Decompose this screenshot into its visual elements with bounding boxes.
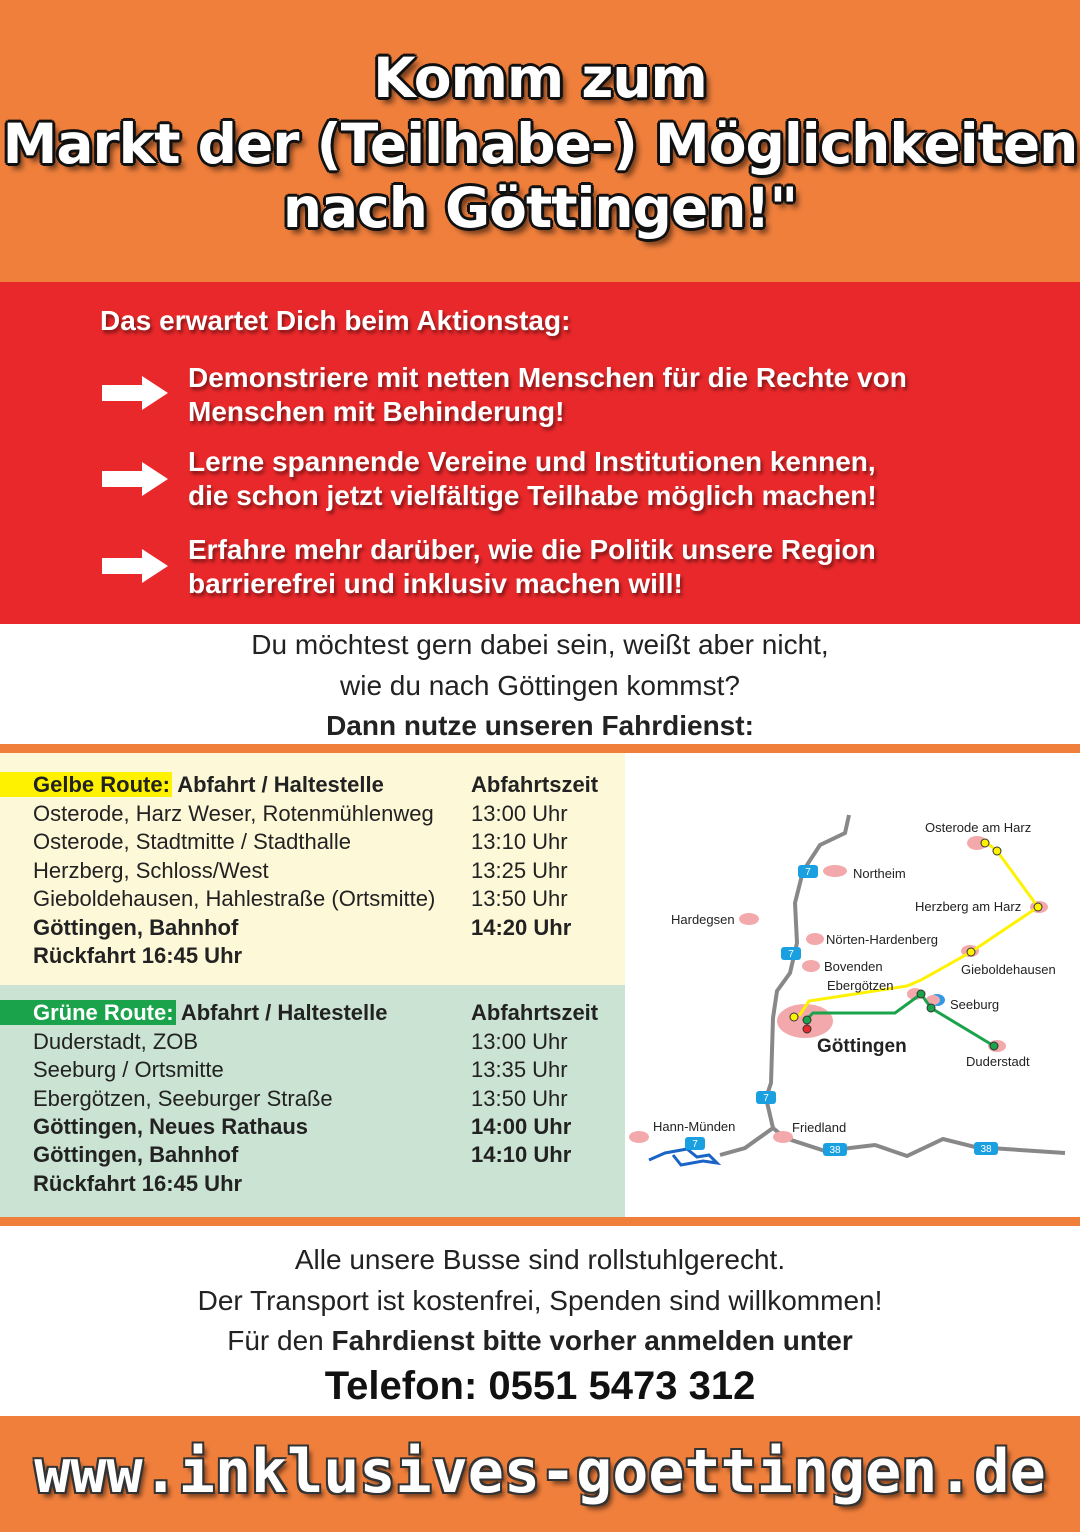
green-stop: Duderstadt, ZOB [33, 1029, 199, 1054]
stop-dot [803, 1025, 811, 1033]
yellow-stop: Gieboldehausen, Hahlestraße (Ortsmitte) [33, 886, 436, 911]
bullet-line: Lerne spannende Vereine und Institutionen kennen, [188, 446, 876, 477]
yellow-time: 14:20 Uhr [471, 915, 572, 940]
website-url[interactable]: www.inklusives-goettingen.de [34, 1437, 1046, 1507]
a7-shield [685, 1137, 705, 1150]
question-line-3: Dann nutze unseren Fahrdienst: [326, 710, 754, 741]
green-route-header [0, 1000, 387, 1026]
green-return: Rückfahrt 16:45 Uhr [33, 1171, 243, 1196]
bullet-line: Demonstriere mit netten Menschen für die Rechte von [188, 362, 907, 393]
shield-label: 7 [763, 1093, 769, 1104]
section-divider [0, 1217, 1080, 1226]
event-intro: Das erwartet Dich beim Aktionstag: [100, 305, 571, 336]
town-dot [739, 913, 759, 925]
green-time: 14:10 Uhr [471, 1142, 572, 1167]
info-register-prefix: Für den [227, 1325, 332, 1356]
title-line-1: Komm zum [373, 46, 707, 110]
town-dot [773, 1131, 793, 1143]
arrow-right-icon [102, 376, 168, 410]
phone-number: Telefon: 0551 5473 312 [324, 1364, 756, 1408]
map-label: Nörten-Hardenberg [826, 932, 939, 947]
green-stop: Ebergötzen, Seeburger Straße [33, 1086, 333, 1111]
a7-shield [756, 1091, 776, 1104]
map-label: Bovenden [824, 959, 883, 974]
title-line-2: Markt der (Teilhabe-) Möglichkeiten [2, 112, 1078, 176]
stop-dot [803, 1016, 811, 1024]
map-label: Osterode am Harz [925, 820, 1032, 835]
town-dot [629, 1131, 649, 1143]
map-label: Seeburg [950, 997, 1000, 1012]
map-label: Duderstadt [966, 1054, 1030, 1069]
shield-label: 7 [788, 949, 794, 960]
stop-dot [967, 948, 975, 956]
map-label: Hann-Münden [653, 1119, 736, 1134]
a7-shield [798, 865, 818, 878]
yellow-route-col1: Abfahrt / Haltestelle [177, 772, 384, 797]
green-stop: Seeburg / Ortsmitte [33, 1057, 224, 1082]
map-label: Northeim [853, 866, 906, 881]
stop-dot [990, 1042, 998, 1050]
green-time: 13:50 Uhr [471, 1086, 568, 1111]
town-dot [823, 865, 847, 877]
info-register [0, 1325, 1080, 1357]
green-time: 14:00 Uhr [471, 1114, 572, 1139]
town-dot [802, 960, 820, 972]
route-map [625, 753, 1080, 1217]
stop-dot [981, 839, 989, 847]
green-route-col2: Abfahrtszeit [471, 1000, 599, 1025]
map-label: Gieboldehausen [961, 962, 1056, 977]
shield-label: 7 [692, 1139, 698, 1150]
map-label: Ebergötzen [827, 978, 894, 993]
bullet-line: die schon jetzt vielfältige Teilhabe möglich machen! [188, 480, 877, 511]
green-time: 13:35 Uhr [471, 1057, 568, 1082]
yellow-time: 13:10 Uhr [471, 829, 568, 854]
info-free-transport: Der Transport ist kostenfrei, Spenden sind willkommen! [197, 1285, 883, 1316]
yellow-time: 13:50 Uhr [471, 886, 568, 911]
stop-dot [790, 1013, 798, 1021]
shield-label: 7 [805, 867, 811, 878]
green-route-col1: Abfahrt / Haltestelle [180, 1000, 388, 1025]
bullet-learn [188, 445, 877, 513]
yellow-route-tag: Gelbe Route: [0, 772, 172, 797]
green-stop: Göttingen, Neues Rathaus [33, 1114, 309, 1139]
stop-dot [1034, 903, 1042, 911]
map-label: Hardegsen [671, 912, 735, 927]
info-wheelchair: Alle unsere Busse sind rollstuhlgerecht. [294, 1244, 786, 1275]
stop-dot [993, 847, 1001, 855]
info-register-bold: Fahrdienst bitte vorher anmelden unter [331, 1325, 853, 1356]
yellow-time: 13:00 Uhr [471, 801, 568, 826]
map-label: Herzberg am Harz [915, 899, 1022, 914]
yellow-route-col2: Abfahrtszeit [471, 772, 599, 797]
map-label-goettingen: Göttingen [817, 1036, 907, 1057]
bullet-line: barrierefrei und inklusiv machen will! [188, 568, 683, 599]
yellow-stop: Herzberg, Schloss/West [33, 858, 269, 883]
green-route-tag: Grüne Route: [0, 1000, 176, 1025]
b38-shield [823, 1143, 847, 1156]
stop-dot [917, 990, 925, 998]
stop-dot [927, 1004, 935, 1012]
shield-label: 38 [829, 1145, 841, 1156]
green-time: 13:00 Uhr [471, 1029, 568, 1054]
yellow-return: Rückfahrt 16:45 Uhr [33, 943, 243, 968]
bullet-line: Menschen mit Behinderung! [188, 396, 565, 427]
arrow-right-icon [102, 462, 168, 496]
b38-shield [974, 1142, 998, 1155]
title-line-3: nach Göttingen!" [282, 176, 798, 240]
arrow-right-icon [102, 549, 168, 583]
shield-label: 38 [980, 1144, 992, 1155]
river [649, 1149, 717, 1165]
bullet-politics [188, 533, 876, 601]
motorway-a7 [766, 815, 849, 1138]
yellow-stop: Osterode, Stadtmitte / Stadthalle [33, 829, 351, 854]
yellow-route-header [0, 772, 384, 798]
question-line-2: wie du nach Göttingen kommst? [340, 670, 740, 701]
bullet-line: Erfahre mehr darüber, wie die Politik unsere Region [188, 534, 876, 565]
yellow-stop: Göttingen, Bahnhof [33, 915, 239, 940]
yellow-time: 13:25 Uhr [471, 858, 568, 883]
yellow-stop: Osterode, Harz Weser, Rotenmühlenweg [33, 801, 434, 826]
question-line-1: Du möchtest gern dabei sein, weißt aber nicht, [251, 629, 829, 660]
town-dot [806, 933, 824, 945]
green-stop: Göttingen, Bahnhof [33, 1142, 239, 1167]
bullet-demonstrate [188, 361, 907, 429]
section-divider [0, 744, 1080, 753]
a7-shield [781, 947, 801, 960]
map-label: Friedland [792, 1120, 847, 1135]
